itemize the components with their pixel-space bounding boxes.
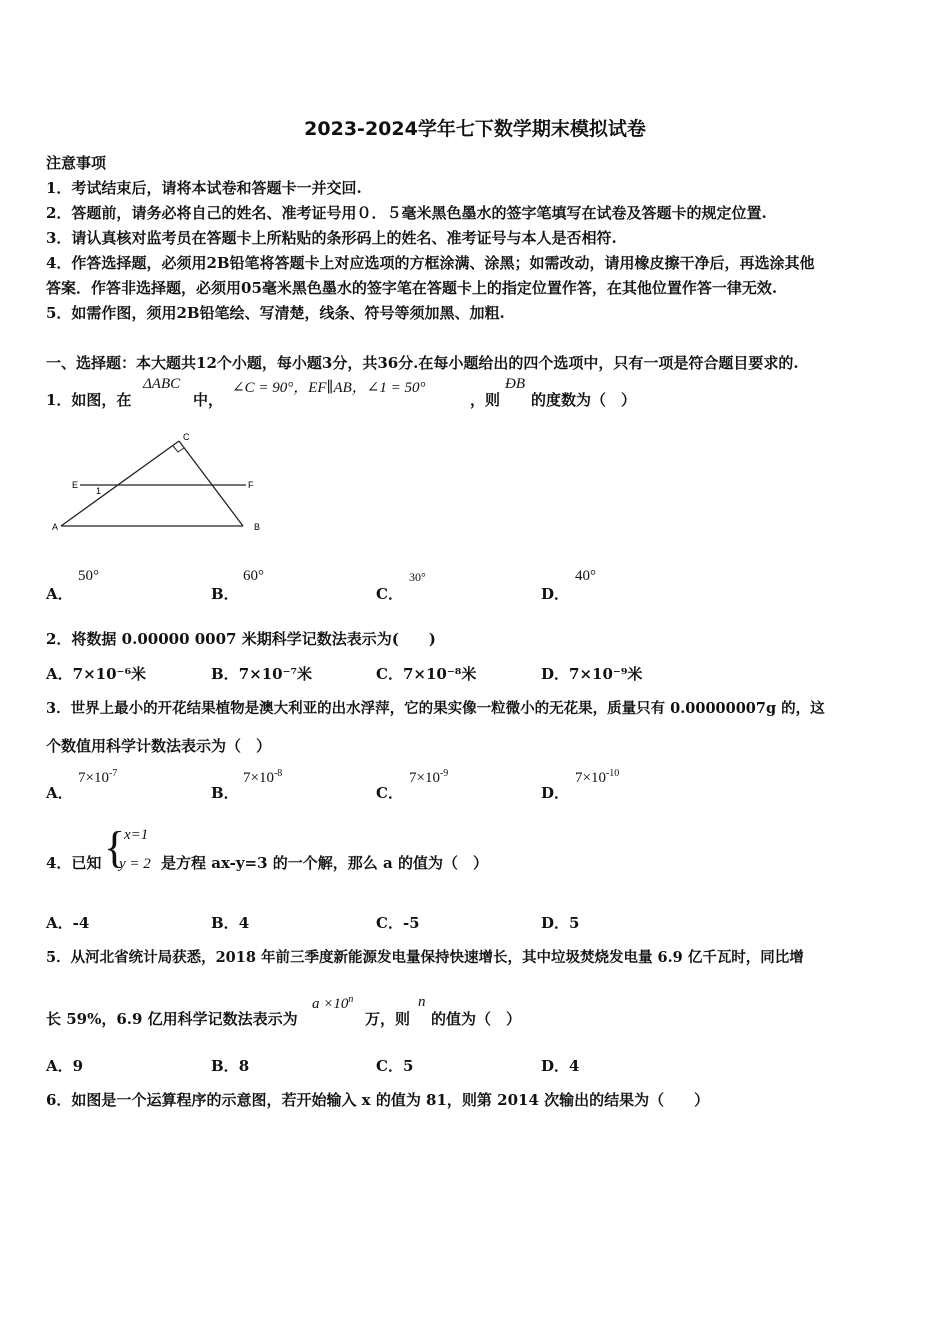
q1-option-c-value: 30° — [409, 570, 426, 584]
label-b: B — [254, 522, 261, 532]
option-letter: A． — [46, 1057, 73, 1075]
q2-stem: 2．将数据 0.00000 0007 米期科学记数法表示为( ) — [46, 630, 436, 648]
q1-option-c-letter: C． — [376, 585, 403, 603]
label-a: A — [52, 522, 59, 532]
right-angle-mark — [173, 446, 184, 452]
notice-item: 5．如需作图，须用2B铅笔绘、写清楚，线条、符号等须加黑、加粗. — [46, 304, 505, 322]
q3-stem-line2: 个数值用科学计数法表示为（ ） — [46, 737, 272, 755]
q5-option-a — [46, 1055, 83, 1076]
base: a ×10 — [312, 996, 349, 1012]
option-value: 4 — [238, 914, 250, 932]
q3-stem-line1: 3．世界上最小的开花结果植物是澳大利亚的出水浮萍，它的果实像一粒微小的无花果，质量只有 0.00000007g 的，这 — [46, 700, 825, 717]
option-letter: B． — [211, 1057, 239, 1075]
exponent: -10 — [605, 768, 620, 779]
q4-option-c — [376, 912, 420, 933]
q3-option-b-value — [243, 768, 282, 787]
q1-option-d-letter: D． — [541, 585, 570, 603]
exponent: n — [348, 994, 354, 1005]
q5-option-d — [541, 1055, 579, 1076]
q6-stem: 6．如图是一个运算程序的示意图，若开始输入 x 的值为 81，则第 2014 次输出的结果为（ ） — [46, 1091, 710, 1109]
q2-option-d — [541, 663, 642, 684]
q1-option-b-value: 60° — [243, 568, 264, 584]
option-value: 7×10⁻⁸米 — [402, 665, 477, 683]
option-value: -5 — [402, 914, 420, 932]
q1-condition: ∠C = 90°，EF∥AB，∠1 = 50° — [232, 380, 426, 396]
option-value: 7×10⁻⁶米 — [72, 665, 147, 683]
option-letter: C． — [376, 914, 403, 932]
q4-option-d — [541, 912, 579, 933]
q1-then: ，则 — [470, 391, 501, 409]
q4-equation-1: x=1 — [124, 827, 149, 843]
option-value: -4 — [72, 914, 90, 932]
option-letter: B． — [211, 665, 239, 683]
q4-option-a — [46, 912, 89, 933]
option-letter: D． — [541, 914, 570, 932]
q4-option-b — [211, 912, 249, 933]
option-value: 5 — [569, 914, 580, 932]
exponent: -9 — [439, 768, 449, 779]
exponent: -8 — [273, 768, 283, 779]
base: 7×10 — [409, 770, 440, 786]
system-brace: { — [104, 823, 126, 872]
q1-mid: 中， — [193, 391, 224, 409]
q2-option-a — [46, 663, 146, 684]
base: 7×10 — [243, 770, 274, 786]
q1-suffix: 的度数为（ ） — [531, 391, 637, 409]
option-letter: A． — [46, 665, 73, 683]
q1-angle-b: ÐB — [505, 376, 525, 392]
notice-heading: 注意事项 — [46, 154, 107, 172]
option-value: 8 — [238, 1057, 250, 1075]
q3-option-c-value — [409, 768, 448, 787]
option-value: 7×10⁻⁹米 — [569, 665, 643, 683]
q3-option-d-letter: D． — [541, 784, 570, 802]
label-angle-1: 1 — [96, 486, 102, 496]
q1-prefix: 1．如图，在 — [46, 391, 132, 409]
label-e: E — [72, 480, 79, 490]
option-value: 7×10⁻⁷米 — [238, 665, 313, 683]
notice-item: 1．考试结束后，请将本试卷和答题卡一并交回. — [46, 179, 362, 197]
q1-option-b-letter: B． — [211, 585, 239, 603]
q2-option-c — [376, 663, 476, 684]
side-cb — [179, 441, 243, 526]
q1-triangle: ΔABC — [143, 376, 181, 392]
notice-item: 2．答题前，请务必将自己的姓名、准考证号用０．５毫米黑色墨水的签字笔填写在试卷及答题卡的规定位置. — [46, 204, 767, 222]
q5-stem-part2: 万，则 — [365, 1010, 411, 1028]
option-value: 9 — [72, 1057, 84, 1075]
q1-option-a-value: 50° — [78, 568, 99, 584]
q3-option-a-letter: A． — [46, 784, 73, 802]
option-letter: D． — [541, 1057, 570, 1075]
base: 7×10 — [78, 770, 109, 786]
label-c: C — [183, 432, 190, 442]
q4-equation-2: y = 2 — [119, 856, 151, 872]
side-ac — [61, 441, 179, 526]
q3-option-a-value — [78, 768, 117, 787]
page-title: 2023-2024学年七下数学期末模拟试卷 — [304, 118, 646, 140]
option-letter: A． — [46, 914, 73, 932]
q2-option-b — [211, 663, 312, 684]
q1-option-a-letter: A． — [46, 585, 73, 603]
q4-suffix: 是方程 ax-y=3 的一个解，那么 a 的值为（ ） — [161, 854, 488, 872]
triangle-figure — [50, 430, 270, 540]
q3-option-b-letter: B． — [211, 784, 239, 802]
q5-stem-line1: 5．从河北省统计局获悉，2018 年前三季度新能源发电量保持快速增长，其中垃圾焚烧发电量 6.9 亿千瓦时，同比增 — [46, 949, 804, 966]
option-value: 5 — [402, 1057, 414, 1075]
q5-expression — [312, 994, 353, 1013]
base: 7×10 — [575, 770, 606, 786]
option-letter: C． — [376, 665, 403, 683]
section-heading: 一、选择题：本大题共12个小题，每小题3分，共36分.在每小题给出的四个选项中，只有一项是符合题目要求的. — [46, 354, 799, 372]
option-letter: D． — [541, 665, 570, 683]
q5-stem-part1: 长 59%，6.9 亿用科学记数法表示为 — [46, 1010, 298, 1028]
q5-stem-part3: 的值为（ ） — [431, 1010, 522, 1028]
notice-item: 答案．作答非选择题，必须用05毫米黑色墨水的签字笔在答题卡上的指定位置作答，在其他位置作答一律无效. — [46, 279, 778, 297]
q5-option-b — [211, 1055, 249, 1076]
q5-n: n — [418, 994, 426, 1010]
exponent: -7 — [108, 768, 118, 779]
q4-prefix: 4．已知 — [46, 854, 102, 872]
q1-option-d-value: 40° — [575, 568, 596, 584]
option-letter: B． — [211, 914, 239, 932]
notice-item: 4．作答选择题，必须用2B铅笔将答题卡上对应选项的方框涂满、涂黑；如需改动，请用橡皮擦干净后，再选涂其他 — [46, 254, 815, 272]
option-letter: C． — [376, 1057, 403, 1075]
notice-item: 3．请认真核对监考员在答题卡上所粘贴的条形码上的姓名、准考证号与本人是否相符. — [46, 229, 617, 247]
q5-option-c — [376, 1055, 413, 1076]
q3-option-c-letter: C． — [376, 784, 403, 802]
q3-option-d-value — [575, 768, 619, 787]
label-f: F — [248, 480, 254, 490]
option-value: 4 — [569, 1057, 580, 1075]
